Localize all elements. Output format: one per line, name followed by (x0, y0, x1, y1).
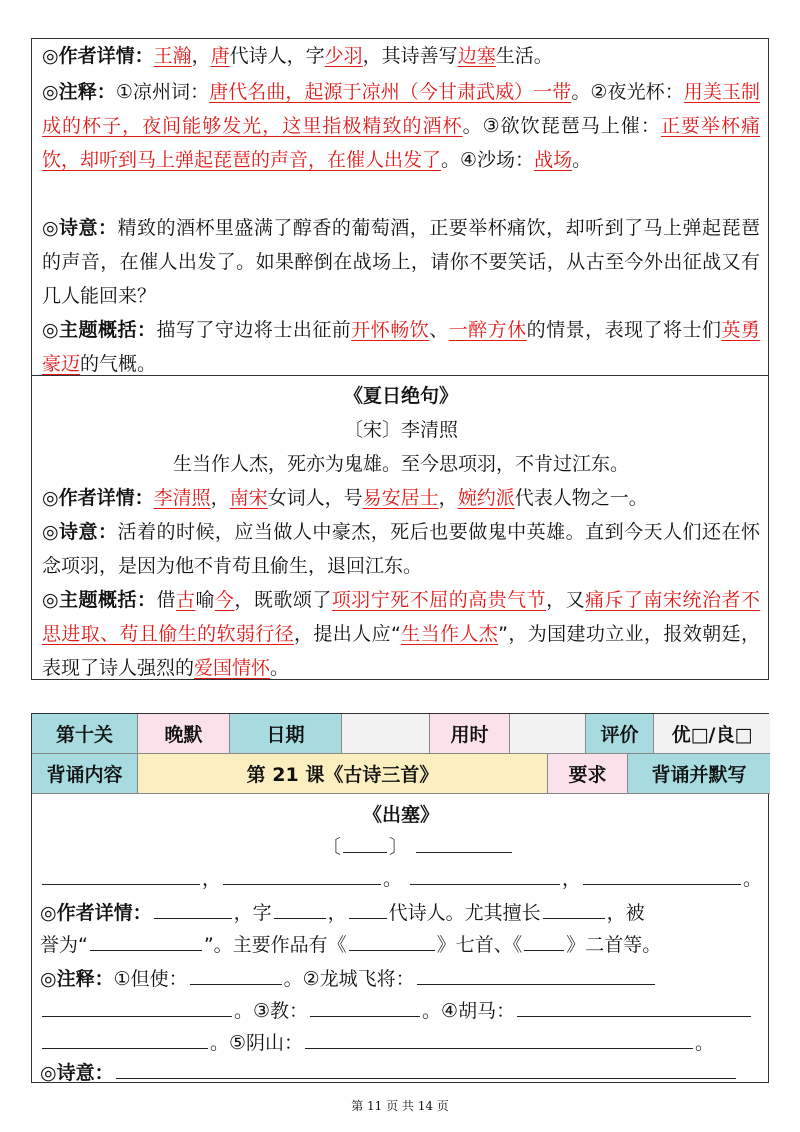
note-3-blank[interactable] (310, 994, 420, 1017)
poem2-box (31, 375, 769, 680)
poem-line-1-blank[interactable] (42, 862, 200, 885)
note-4-blank[interactable] (517, 994, 751, 1017)
poem1-theme: ◎主题概括：描写了守边将士出征前开怀畅饮、一醉方休的情景，表现了将士们英勇豪迈的气概。 (42, 319, 760, 375)
poem1-meaning: ◎诗意：精致的酒杯里盛满了醇香的葡萄酒，正要举杯痛饮，却听到了马上弹起琵琶的声音，在催人出发了。如果醉倒在战场上，请你不要笑话，从古至今外出征战又有几人能回来？ (42, 217, 760, 307)
poem2-meaning: ◎诗意：活着的时候，应当做人中豪杰，死后也要做鬼中英雄。直到今天人们还在怀念项羽，是因为他不肯苟且偷生，退回江东。 (42, 521, 760, 577)
exercise-notes-3: 。⑤阴山： 。 (40, 1026, 714, 1060)
work-2-blank[interactable] (524, 928, 564, 951)
poem1-box (31, 38, 769, 376)
requirement-label: 要求 (548, 754, 628, 794)
date-input[interactable] (342, 714, 430, 754)
work-1-blank[interactable] (349, 928, 435, 951)
date-label: 日期 (230, 714, 342, 754)
recite-content-label: 背诵内容 (32, 754, 138, 794)
rating-checkboxes[interactable]: 优□/良□ (654, 714, 770, 754)
exercise-byline: 〔 〕 (322, 830, 514, 864)
author-dynasty-blank[interactable] (349, 896, 387, 919)
note-1-blank[interactable] (190, 962, 282, 985)
author-specialty-blank[interactable] (543, 896, 605, 919)
time-input[interactable] (510, 714, 586, 754)
poem2-author: ◎作者详情：李清照，南宋女词人，号易安居士，婉约派代表人物之一。 (42, 487, 648, 509)
poem2-byline: 〔宋〕李清照 (343, 419, 458, 441)
note-2b-blank[interactable] (42, 994, 232, 1017)
exercise-author: ◎作者详情： ，字 ， 代诗人。尤其擅长 ，被 (40, 896, 645, 930)
lesson-title: 第 21 课《古诗三首》 (138, 754, 548, 794)
poet-blank[interactable] (416, 830, 512, 853)
level-worksheet (31, 713, 769, 1083)
meaning-blank[interactable] (116, 1056, 736, 1079)
poem2-theme: ◎主题概括：借古喻今，既歌颂了项羽宁死不屈的高贵气节，又痛斥了南宋统治者不思进取、苟且偷生的软弱行径，提出人应“生当作人杰”，为国建功立业，报效朝廷，表现了诗人强烈的爱国情怀。 (42, 589, 760, 679)
poem-line-2-blank[interactable] (223, 862, 381, 885)
poem-line-4-blank[interactable] (583, 862, 741, 885)
exercise-author-2: 誉为“ ”。主要作品有《 》七首、《 》二首等。 (40, 928, 661, 962)
exercise-notes: ◎注释：①但使： 。②龙城飞将： (40, 962, 657, 996)
note-4b-blank[interactable] (42, 1026, 208, 1049)
dynasty-blank[interactable] (343, 830, 387, 853)
requirement-value: 背诵并默写 (628, 754, 770, 794)
exercise-meaning: ◎诗意： (40, 1056, 738, 1090)
level-number: 第十关 (32, 714, 138, 754)
session-label: 晚默 (138, 714, 230, 754)
note-2-blank[interactable] (417, 962, 655, 985)
rating-label: 评价 (586, 714, 654, 754)
poem1-notes: ◎注释：①凉州词：唐代名曲，起源于凉州（今甘肃武威）一带。②夜光杯：用美玉制成的杯子，夜间能够发光，这里指极精致的酒杯。③欲饮琵琶马上催：正要举杯痛饮，却听到马上弹起琵琶的声音，在催人出发了。④沙场：战场。 (42, 81, 760, 171)
time-label: 用时 (430, 714, 510, 754)
poem2-text: 生当作人杰，死亦为鬼雄。至今思项羽，不肯过江东。 (172, 453, 629, 475)
poem-lines-blank: ， 。 ， 。 (40, 862, 762, 896)
exercise-notes-2: 。③教： 。④胡马： (40, 994, 753, 1028)
poem-line-3-blank[interactable] (410, 862, 560, 885)
author-name-blank[interactable] (154, 896, 232, 919)
note-5-blank[interactable] (305, 1026, 693, 1049)
author-zi-blank[interactable] (274, 896, 326, 919)
author-title-blank[interactable] (90, 928, 202, 951)
page-footer: 第 11 页 共 14 页 (351, 1099, 449, 1113)
exercise-title: 《出塞》 (362, 804, 439, 826)
poem2-title: 《夏日绝句》 (343, 385, 458, 407)
poem1-author: ◎作者详情：王瀚，唐代诗人，字少羽，其诗善写边塞生活。 (42, 45, 553, 67)
